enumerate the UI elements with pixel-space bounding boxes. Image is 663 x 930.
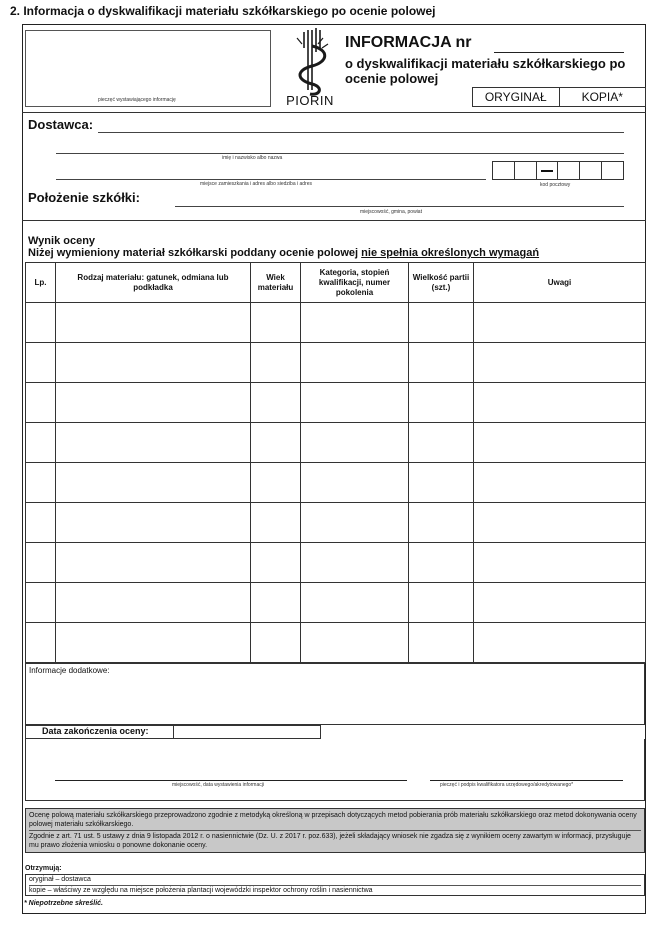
supplier-address-line[interactable] [56,179,486,180]
original-option[interactable]: ORYGINAŁ [484,90,547,104]
table-row [26,303,646,343]
signature-area [25,739,645,801]
recipient-original: oryginał – dostawca [29,875,641,886]
document-number-field[interactable] [494,52,624,53]
place-date-line[interactable] [55,780,407,781]
table-row [26,343,646,383]
result-label: Wynik oceny [28,235,96,247]
result-statement-underlined: nie spełnia określonych wymagań [361,247,540,259]
stamp-caption: pieczęć wystawiającego informację [98,97,176,103]
signature-line[interactable] [430,780,623,781]
end-date-label: Data zakończenia oceny: [42,726,149,736]
legal-paragraph-1: Ocenę polową materiału szkółkarskiego przeprowadzono zgodnie z metodyką określoną w przepisach dotyczących metod pobierania prób materiału szkółkarskiego oraz metod dokonywania oceny polowej materiału szkółkarskiego. [29,811,641,831]
place-date-caption: miejscowość, data wystawienia informacji [172,782,264,788]
nursery-location-label: Położenie szkółki: [28,190,140,205]
supplier-label: Dostawca: [28,117,94,132]
section-heading: 2. Informacja o dyskwalifikacji materiału szkółkarskiego po ocenie polowej [10,4,436,18]
issuer-stamp-box[interactable] [25,30,271,107]
logo-text: PIORIN [286,93,334,108]
divider [22,112,646,113]
recipient-copy: kopie – właściwy ze względu na miejsce położenia plantacji wojewódzki inspektor ochrony roślin i nasiennictwa [29,887,373,894]
col-lp: Lp. [26,263,56,303]
col-material-type: Rodzaj materiału: gatunek, odmiana lub podkładka [56,263,251,303]
table-row [26,543,646,583]
signature-caption: pieczęć i podpis kwalifikatora urzędowego/akredytowanego* [440,782,574,788]
col-remarks: Uwagi [474,263,646,303]
document-subtitle: o dyskwalifikacji materiału szkółkarskiego po ocenie polowej [345,56,626,86]
table-row [26,463,646,503]
address-caption: miejsce zamieszkania i adres albo siedziba i adres [200,181,312,187]
postal-caption: kod pocztowy [540,182,571,188]
end-date-field[interactable] [173,725,321,739]
col-category: Kategoria, stopień kwalifikacji, numer pokolenia [301,263,409,303]
recipients-box [25,874,645,896]
result-statement [28,247,539,259]
legal-notice [25,808,645,853]
recipients-label: Otrzymują: [25,865,62,872]
name-caption: imię i nazwisko albo nazwa [222,155,283,161]
material-table [25,262,646,663]
nursery-location-line[interactable] [175,206,624,207]
table-row [26,503,646,543]
additional-info-label: Informacje dodatkowe: [29,666,110,675]
original-copy-selector [472,87,646,107]
col-age: Wiek materiału [251,263,301,303]
footnote: * Niepotrzebne skreślić. [24,900,103,907]
document-title: INFORMACJA nr [345,34,472,51]
table-row [26,583,646,623]
copy-option[interactable]: KOPIA* [559,88,646,106]
table-row [26,623,646,663]
col-lot-size: Wielkość partii (szt.) [409,263,474,303]
supplier-name-line-1[interactable] [98,132,624,133]
postal-code-field[interactable] [492,161,624,180]
table-row [26,383,646,423]
supplier-name-line-2[interactable] [56,153,624,154]
table-row [26,423,646,463]
divider [22,220,646,221]
additional-info-box[interactable] [25,663,645,725]
nursery-caption: miejscowość, gmina, powiat [360,209,422,215]
result-statement-prefix: Niżej wymieniony materiał szkółkarski poddany ocenie polowej [28,247,362,259]
legal-paragraph-2: Zgodnie z art. 71 ust. 5 ustawy z dnia 9 listopada 2012 r. o nasiennictwie (Dz. U. z 2017 r. poz.633), jeżeli składający wniosek nie zgadza się z wynikiem oceny zawartym w informacji, przysługuje mu prawo złożenia wniosku o ponowne dokonanie oceny. [29,833,631,849]
